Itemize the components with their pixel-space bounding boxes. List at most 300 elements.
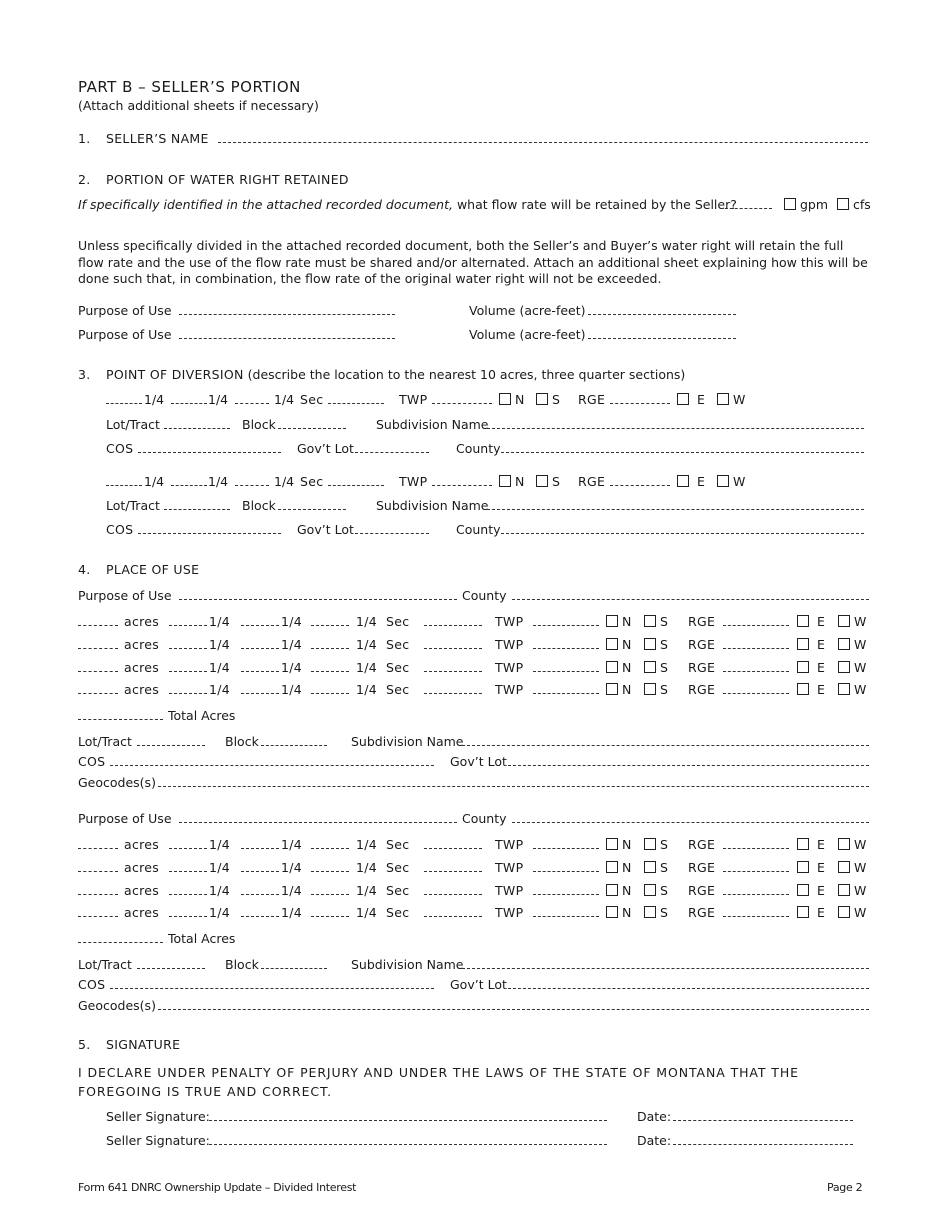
pod2-county-label: County [456, 522, 501, 537]
pou1-q2-field-1[interactable] [241, 614, 279, 626]
pou2-q2-field-2[interactable] [241, 860, 279, 872]
pou2-sec-field-3[interactable] [424, 883, 482, 895]
seller-signature-label-1: Seller Signature: [106, 1109, 210, 1124]
pou2-s-option-4 [644, 905, 668, 920]
pou1-rge-label-3: RGE [688, 660, 716, 675]
pou1-q1-label-1: 1/4 [209, 614, 231, 629]
pou1-q1-label-3: 1/4 [209, 660, 231, 675]
pou2-s-checkbox-4[interactable] [644, 906, 656, 918]
pou2-q1-field-wrap-4 [169, 905, 207, 920]
pou1-e-option-3 [797, 660, 825, 675]
pou1-s-checkbox-2[interactable] [644, 638, 656, 650]
pou2-purpose-field[interactable] [179, 811, 457, 823]
pod1-block-label: Block [242, 417, 276, 432]
page-subtitle: (Attach additional sheets if necessary) [78, 98, 319, 113]
pou2-q2-field-wrap-3 [241, 883, 279, 898]
pou1-s-option-2 [644, 637, 668, 652]
pou2-q3-field-4[interactable] [311, 905, 349, 917]
pou1-lot-field[interactable] [137, 734, 205, 746]
pou2-e-checkbox-3[interactable] [797, 884, 809, 896]
pod2-twp-field[interactable] [432, 474, 492, 486]
pou1-govt-lot-label: Gov’t Lot [450, 754, 507, 769]
pou1-q2-field-3[interactable] [241, 660, 279, 672]
pou2-twp-field-1[interactable] [533, 837, 599, 849]
pou2-e-checkbox-1[interactable] [797, 838, 809, 850]
pou1-w-checkbox-2[interactable] [838, 638, 850, 650]
pou2-q1-field-2[interactable] [169, 860, 207, 872]
pou2-q2-label-3: 1/4 [281, 883, 303, 898]
pou2-cos-field[interactable] [110, 977, 434, 989]
pou2-rge-field-wrap-2 [723, 860, 789, 875]
footer-form-id: Form 641 DNRC Ownership Update – Divided Interest [78, 1181, 357, 1194]
pod1-q1-label: 1/4 [144, 392, 165, 407]
pod2-q1-field[interactable] [106, 474, 142, 486]
pou1-q2-field-wrap-4 [241, 682, 279, 697]
pou1-q1-field-2[interactable] [169, 637, 207, 649]
pou2-q1-field-wrap-3 [169, 883, 207, 898]
pod1-block-field[interactable] [278, 417, 346, 429]
pou1-n-label-4: N [622, 682, 632, 697]
pou2-geocodes-label: Geocodes(s) [78, 998, 156, 1013]
pou1-rge-field-1[interactable] [723, 614, 789, 626]
pod1-subdivision-field[interactable] [487, 417, 864, 429]
pou2-geocodes-field[interactable] [158, 998, 869, 1010]
pou1-geocodes-field[interactable] [158, 775, 869, 787]
pou2-acres-field-3[interactable] [78, 883, 118, 895]
pou2-rge-label-3: RGE [688, 883, 716, 898]
pou2-rge-field-2[interactable] [723, 860, 789, 872]
pod2-w-label: W [733, 474, 746, 489]
pou1-w-option-1 [838, 614, 866, 629]
pod1-govt-lot-label: Gov’t Lot [297, 441, 354, 456]
pou2-n-checkbox-4[interactable] [606, 906, 618, 918]
pou2-total-acres-field[interactable] [78, 931, 163, 943]
pou1-q1-field-1[interactable] [169, 614, 207, 626]
pou2-e-option-3 [797, 883, 825, 898]
pod1-s-checkbox[interactable] [536, 393, 548, 405]
pou1-govt-lot-field[interactable] [508, 754, 869, 766]
pou2-q3-field-1[interactable] [311, 837, 349, 849]
seller-name-field[interactable] [218, 131, 868, 143]
pod1-lot-field[interactable] [164, 417, 230, 429]
pod2-s-checkbox[interactable] [536, 475, 548, 487]
pou1-twp-field-2[interactable] [533, 637, 599, 649]
pou1-w-label-1: W [854, 614, 867, 629]
pou1-total-acres-label: Total Acres [168, 708, 236, 723]
pod2-q2-field[interactable] [171, 474, 207, 486]
pod2-sec-field[interactable] [328, 474, 384, 486]
pou1-sec-field-wrap-4 [424, 682, 482, 697]
cfs-checkbox[interactable] [837, 198, 849, 210]
pou2-n-checkbox-2[interactable] [606, 861, 618, 873]
pou1-acres-label-1: acres [124, 614, 160, 629]
pod1-s-label: S [552, 392, 560, 407]
pou2-q1-label-4: 1/4 [209, 905, 231, 920]
pou2-lot-field[interactable] [137, 957, 205, 969]
pou2-twp-label-1: TWP [495, 837, 524, 852]
pou2-rge-field-wrap-4 [723, 905, 789, 920]
pou1-w-label-3: W [854, 660, 867, 675]
pod1-w-label: W [733, 392, 746, 407]
pou2-sec-field-wrap-4 [424, 905, 482, 920]
seller-signature-field-2[interactable] [209, 1133, 607, 1145]
pou1-n-checkbox-1[interactable] [606, 615, 618, 627]
pou1-rge-field-3[interactable] [723, 660, 789, 672]
pou1-twp-field-wrap-4 [533, 682, 599, 697]
pou1-acres-field-4[interactable] [78, 682, 118, 694]
pou1-q3-field-wrap-3 [311, 660, 349, 675]
pou1-sec-field-2[interactable] [424, 637, 482, 649]
pou1-sec-field-wrap-3 [424, 660, 482, 675]
pou1-s-option-4 [644, 682, 668, 697]
pod2-w-checkbox[interactable] [717, 475, 729, 487]
pou1-q2-field-wrap-2 [241, 637, 279, 652]
pod1-subdivision-label: Subdivision Name [376, 417, 489, 432]
pou1-q3-field-4[interactable] [311, 682, 349, 694]
pou2-n-label-3: N [622, 883, 632, 898]
pou2-sec-field-2[interactable] [424, 860, 482, 872]
pou2-s-label-3: S [660, 883, 668, 898]
pod2-cos-field[interactable] [138, 522, 281, 534]
pou1-n-checkbox-2[interactable] [606, 638, 618, 650]
pou2-n-label-1: N [622, 837, 632, 852]
pou1-n-checkbox-3[interactable] [606, 661, 618, 673]
pou2-n-checkbox-3[interactable] [606, 884, 618, 896]
pou1-acres-field-wrap-1 [78, 614, 118, 629]
pou2-q1-field-3[interactable] [169, 883, 207, 895]
pou1-s-label-3: S [660, 660, 668, 675]
pou1-q1-field-3[interactable] [169, 660, 207, 672]
pod2-govt-lot-label: Gov’t Lot [297, 522, 354, 537]
pou2-n-checkbox-1[interactable] [606, 838, 618, 850]
pod2-q3-field[interactable] [235, 474, 269, 486]
pou1-rge-field-2[interactable] [723, 637, 789, 649]
pod1-n-checkbox[interactable] [499, 393, 511, 405]
pou1-s-checkbox-3[interactable] [644, 661, 656, 673]
pou1-n-option-3 [606, 660, 631, 675]
pou2-twp-label-2: TWP [495, 860, 524, 875]
pou1-acres-label-2: acres [124, 637, 160, 652]
pou2-q1-field-wrap-2 [169, 860, 207, 875]
pou2-acres-field-4[interactable] [78, 905, 118, 917]
pou2-acres-field-wrap-3 [78, 883, 118, 898]
pou2-govt-lot-label: Gov’t Lot [450, 977, 507, 992]
pou2-block-field[interactable] [261, 957, 327, 969]
pou2-sec-field-wrap-1 [424, 837, 482, 852]
pou2-sec-field-wrap-3 [424, 883, 482, 898]
pou2-rge-label-1: RGE [688, 837, 716, 852]
pou2-twp-field-wrap-2 [533, 860, 599, 875]
pou1-rge-label-4: RGE [688, 682, 716, 697]
pou1-w-label-4: W [854, 682, 867, 697]
pou1-w-checkbox-4[interactable] [838, 683, 850, 695]
pod2-q2-label: 1/4 [208, 474, 229, 489]
pou2-w-checkbox-3[interactable] [838, 884, 850, 896]
pou1-rge-field-wrap-2 [723, 637, 789, 652]
pou1-rge-label-1: RGE [688, 614, 716, 629]
volume-field-1[interactable] [588, 303, 736, 315]
gpm-label: gpm [800, 197, 829, 212]
pod1-sec-field[interactable] [328, 392, 384, 404]
pou1-e-checkbox-3[interactable] [797, 661, 809, 673]
pou1-twp-field-1[interactable] [533, 614, 599, 626]
pou2-w-option-2 [838, 860, 866, 875]
pou1-s-checkbox-4[interactable] [644, 683, 656, 695]
seller-signature-field-1[interactable] [209, 1109, 607, 1121]
pou1-e-label-3: E [816, 660, 825, 675]
pou1-twp-field-wrap-2 [533, 637, 599, 652]
pod2-block-label: Block [242, 498, 276, 513]
pou2-s-label-1: S [660, 837, 668, 852]
pou2-q2-field-3[interactable] [241, 883, 279, 895]
pou1-acres-field-wrap-4 [78, 682, 118, 697]
pou2-e-checkbox-2[interactable] [797, 861, 809, 873]
pod2-subdivision-label: Subdivision Name [376, 498, 489, 513]
pod2-twp-label: TWP [399, 474, 428, 489]
pou1-s-label-2: S [660, 637, 668, 652]
pou2-acres-label-4: acres [124, 905, 160, 920]
pou1-county-field[interactable] [512, 588, 869, 600]
pou1-q3-field-wrap-1 [311, 614, 349, 629]
pou1-total-acres-field[interactable] [78, 708, 163, 720]
pod1-q2-field[interactable] [171, 392, 207, 404]
section-2-heading: PORTION OF WATER RIGHT RETAINED [106, 172, 349, 187]
pou1-sec-field-3[interactable] [424, 660, 482, 672]
pou2-acres-label-3: acres [124, 883, 160, 898]
pou1-geocodes-label: Geocodes(s) [78, 775, 156, 790]
pou2-s-checkbox-2[interactable] [644, 861, 656, 873]
pou2-twp-label-3: TWP [495, 883, 524, 898]
pou2-govt-lot-field[interactable] [508, 977, 869, 989]
pou1-w-option-2 [838, 637, 866, 652]
pou2-s-checkbox-3[interactable] [644, 884, 656, 896]
pou2-total-acres-label: Total Acres [168, 931, 236, 946]
purpose-of-use-field-2[interactable] [179, 327, 395, 339]
pod1-w-checkbox[interactable] [717, 393, 729, 405]
pou1-rge-field-wrap-1 [723, 614, 789, 629]
pou2-q2-field-4[interactable] [241, 905, 279, 917]
pou1-subdivision-label: Subdivision Name [351, 734, 464, 749]
pou1-purpose-field[interactable] [179, 588, 457, 600]
pod2-s-label: S [552, 474, 560, 489]
date-field-1[interactable] [673, 1109, 853, 1121]
pou1-lot-label: Lot/Tract [78, 734, 132, 749]
pou1-cos-field[interactable] [110, 754, 434, 766]
pou2-w-label-2: W [854, 860, 867, 875]
pou1-q2-field-4[interactable] [241, 682, 279, 694]
pou2-rge-field-wrap-1 [723, 837, 789, 852]
pou1-sec-label-4: Sec [386, 682, 410, 697]
pod1-e-checkbox[interactable] [677, 393, 689, 405]
pod2-e-checkbox[interactable] [677, 475, 689, 487]
pou2-q3-field-2[interactable] [311, 860, 349, 872]
pou1-e-label-4: E [816, 682, 825, 697]
pou2-q2-label-1: 1/4 [281, 837, 303, 852]
pod1-q2-label: 1/4 [208, 392, 229, 407]
pou2-county-label: County [462, 811, 507, 826]
shared-flow-paragraph: Unless specifically divided in the attached recorded document, both the Seller’s and Buyer’s water right will retain the full flow rate and the use of the flow rate must be shared and/or alternated. Attach an additional sheet explaining how this will be done such that, in combination, the flow rate of the original water right will not be exceeded. [78, 238, 868, 286]
pou2-rge-field-4[interactable] [723, 905, 789, 917]
pou2-n-option-4 [606, 905, 631, 920]
pou1-block-field[interactable] [261, 734, 327, 746]
pou1-s-label-1: S [660, 614, 668, 629]
pou2-acres-label-2: acres [124, 860, 160, 875]
pou1-acres-field-wrap-2 [78, 637, 118, 652]
pou2-rge-label-2: RGE [688, 860, 716, 875]
pou1-acres-label-4: acres [124, 682, 160, 697]
pou1-twp-label-3: TWP [495, 660, 524, 675]
pou2-q1-field-4[interactable] [169, 905, 207, 917]
pou1-twp-label-1: TWP [495, 614, 524, 629]
flow-rate-question-italic: If specifically identified in the attached recorded document, [78, 197, 453, 212]
pou2-rge-field-3[interactable] [723, 883, 789, 895]
pou1-acres-field-wrap-3 [78, 660, 118, 675]
pou1-n-option-4 [606, 682, 631, 697]
pou2-q3-field-wrap-3 [311, 883, 349, 898]
pou2-twp-field-wrap-4 [533, 905, 599, 920]
pou2-sec-label-2: Sec [386, 860, 410, 875]
pou1-q1-field-wrap-1 [169, 614, 207, 629]
pod2-e-label: E [696, 474, 705, 489]
pod2-subdivision-field[interactable] [487, 498, 864, 510]
date-field-2[interactable] [673, 1133, 853, 1145]
pou2-sec-label-4: Sec [386, 905, 410, 920]
pod2-q1-label: 1/4 [144, 474, 165, 489]
pou2-w-checkbox-1[interactable] [838, 838, 850, 850]
pou1-q3-field-1[interactable] [311, 614, 349, 626]
pou2-rge-field-wrap-3 [723, 883, 789, 898]
section-2-number: 2. [78, 172, 91, 187]
pou1-acres-field-2[interactable] [78, 637, 118, 649]
pou2-sec-field-1[interactable] [424, 837, 482, 849]
pou1-s-checkbox-1[interactable] [644, 615, 656, 627]
pou1-e-option-4 [797, 682, 825, 697]
pou1-n-option-2 [606, 637, 631, 652]
pou2-acres-field-wrap-1 [78, 837, 118, 852]
volume-label-1: Volume (acre-feet) [469, 303, 586, 318]
pou2-s-checkbox-1[interactable] [644, 838, 656, 850]
pou2-q2-field-1[interactable] [241, 837, 279, 849]
pod1-county-label: County [456, 441, 501, 456]
pou1-sec-field-1[interactable] [424, 614, 482, 626]
pod2-lot-field[interactable] [164, 498, 230, 510]
pou1-q2-field-2[interactable] [241, 637, 279, 649]
pou2-sec-label-1: Sec [386, 837, 410, 852]
pou2-twp-field-4[interactable] [533, 905, 599, 917]
pod1-govt-lot-field[interactable] [355, 441, 429, 453]
seller-signature-label-2: Seller Signature: [106, 1133, 210, 1148]
pou2-w-checkbox-2[interactable] [838, 861, 850, 873]
pod1-lot-label: Lot/Tract [106, 417, 160, 432]
pod1-twp-field[interactable] [432, 392, 492, 404]
pou2-q3-field-wrap-1 [311, 837, 349, 852]
pou1-s-option-3 [644, 660, 668, 675]
pou2-cos-label: COS [78, 977, 106, 992]
pou2-q3-field-3[interactable] [311, 883, 349, 895]
pod2-n-checkbox[interactable] [499, 475, 511, 487]
pou1-q2-label-1: 1/4 [281, 614, 303, 629]
pou2-s-option-1 [644, 837, 668, 852]
pou2-acres-field-wrap-4 [78, 905, 118, 920]
pod2-block-field[interactable] [278, 498, 346, 510]
pou1-n-label-1: N [622, 614, 632, 629]
pou2-twp-field-2[interactable] [533, 860, 599, 872]
pou1-e-checkbox-1[interactable] [797, 615, 809, 627]
pou2-w-checkbox-4[interactable] [838, 906, 850, 918]
pod1-n-label: N [515, 392, 525, 407]
pou2-q3-label-1: 1/4 [356, 837, 378, 852]
date-label-2: Date: [637, 1133, 672, 1148]
pou2-q2-label-4: 1/4 [281, 905, 303, 920]
pou1-twp-field-4[interactable] [533, 682, 599, 694]
pou1-n-checkbox-4[interactable] [606, 683, 618, 695]
pou2-w-label-3: W [854, 883, 867, 898]
pou2-rge-field-1[interactable] [723, 837, 789, 849]
pou2-sec-field-4[interactable] [424, 905, 482, 917]
pou2-acres-label-1: acres [124, 837, 160, 852]
pod2-sec-label: Sec [300, 474, 324, 489]
pod2-lot-label: Lot/Tract [106, 498, 160, 513]
pou2-n-option-2 [606, 860, 631, 875]
pou1-acres-field-1[interactable] [78, 614, 118, 626]
pod1-county-field[interactable] [501, 441, 864, 453]
pod1-q1-field[interactable] [106, 392, 142, 404]
pou1-twp-field-3[interactable] [533, 660, 599, 672]
volume-field-2[interactable] [588, 327, 736, 339]
pou2-twp-field-3[interactable] [533, 883, 599, 895]
pou1-sec-field-4[interactable] [424, 682, 482, 694]
page-title: PART B – SELLER’S PORTION [78, 78, 301, 96]
pou1-acres-field-3[interactable] [78, 660, 118, 672]
pou2-e-checkbox-4[interactable] [797, 906, 809, 918]
pou2-q1-field-1[interactable] [169, 837, 207, 849]
pou1-q1-field-4[interactable] [169, 682, 207, 694]
pou2-lot-label: Lot/Tract [78, 957, 132, 972]
pou1-e-checkbox-2[interactable] [797, 638, 809, 650]
pod1-cos-label: COS [106, 441, 134, 456]
pou2-s-label-4: S [660, 905, 668, 920]
pod1-q3-field[interactable] [235, 392, 269, 404]
pou1-w-checkbox-3[interactable] [838, 661, 850, 673]
pou1-e-checkbox-4[interactable] [797, 683, 809, 695]
pou1-w-checkbox-1[interactable] [838, 615, 850, 627]
pou2-acres-field-1[interactable] [78, 837, 118, 849]
pou2-e-label-4: E [816, 905, 825, 920]
pou1-q3-field-3[interactable] [311, 660, 349, 672]
gpm-checkbox[interactable] [784, 198, 796, 210]
pou1-q3-field-2[interactable] [311, 637, 349, 649]
pou2-twp-label-4: TWP [495, 905, 524, 920]
pou2-acres-field-2[interactable] [78, 860, 118, 872]
pou2-sec-label-3: Sec [386, 883, 410, 898]
pod2-q3-label: 1/4 [274, 474, 295, 489]
pou2-subdivision-field[interactable] [462, 957, 869, 969]
pou2-rge-label-4: RGE [688, 905, 716, 920]
pou2-county-field[interactable] [512, 811, 869, 823]
pod2-rge-field[interactable] [610, 474, 670, 486]
pod1-rge-field[interactable] [610, 392, 670, 404]
pou2-w-option-4 [838, 905, 866, 920]
pou1-subdivision-field[interactable] [462, 734, 869, 746]
pou1-rge-field-4[interactable] [723, 682, 789, 694]
pod2-govt-lot-field[interactable] [355, 522, 429, 534]
declaration-line-2: FOREGOING IS TRUE AND CORRECT. [78, 1084, 332, 1099]
flow-rate-field[interactable] [720, 197, 772, 209]
pod1-cos-field[interactable] [138, 441, 281, 453]
pod2-county-field[interactable] [501, 522, 864, 534]
pou1-q2-field-wrap-3 [241, 660, 279, 675]
purpose-of-use-field-1[interactable] [179, 303, 395, 315]
